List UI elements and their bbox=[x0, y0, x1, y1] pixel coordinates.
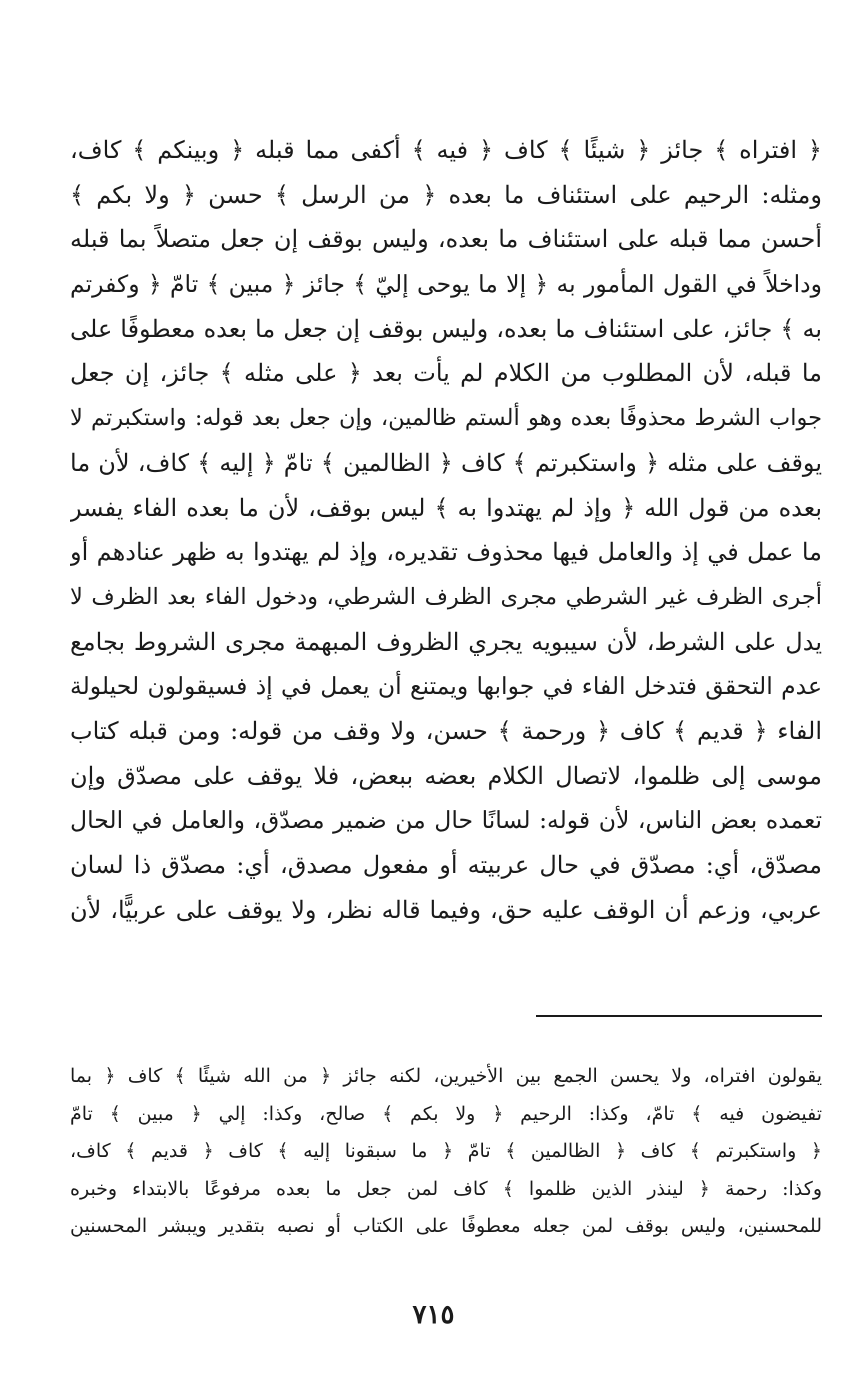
footnote-line: للمحسنين، وليس بوقف لمن جعله معطوفًا على الكتاب أو نصبه بتقدير ويبشر المحسنين bbox=[70, 1215, 822, 1237]
footnote-line: يقولون افتراه، ولا يحسن الجمع بين الأخيرين، لكنه جائز ﴿ من الله شيئًا ﴾ كاف ﴿ بما bbox=[70, 1065, 822, 1087]
main-text-line: وداخلاً في القول المأمور به ﴿ إلا ما يوحى إليّ ﴾ جائز ﴿ مبين ﴾ تامّ ﴿ وكفرتم bbox=[70, 270, 822, 299]
main-text-line: ومثله: الرحيم على استئناف ما بعده ﴿ من الرسل ﴾ حسن ﴿ ولا بكم ﴾ bbox=[70, 180, 822, 209]
main-text-line: أحسن مما قبله على استئناف ما بعده، وليس بوقف إن جعل متصلاً بما قبله bbox=[70, 225, 822, 254]
main-text-line: به ﴾ جائز، على استئناف ما بعده، وليس بوقف إن جعل ما بعده معطوفًا على bbox=[70, 314, 822, 343]
page-number: ٧١٥ bbox=[412, 1300, 455, 1330]
footnote-line: تفيضون فيه ﴾ تامّ، وكذا: الرحيم ﴿ ولا بكم ﴾ صالح، وكذا: إلي ﴿ مبين ﴾ تامّ bbox=[70, 1102, 822, 1125]
footnote-line: وكذا: رحمة ﴿ لينذر الذين ظلموا ﴾ كاف لمن جعل ما بعده مرفوعًا بالابتداء وخبره bbox=[70, 1177, 822, 1200]
main-text-line: ما عمل في إذ والعامل فيها محذوف تقديره، وإذ لم يهتدوا به ظهر عنادهم أو bbox=[70, 538, 822, 567]
main-text-line: ﴿ افتراه ﴾ جائز ﴿ شيئًا ﴾ كاف ﴿ فيه ﴾ أكفى مما قبله ﴿ وبينكم ﴾ كاف، bbox=[70, 136, 822, 164]
footnote-line: ﴿ واستكبرتم ﴾ كاف ﴿ الظالمين ﴾ تامّ ﴿ ما سبقونا إليه ﴾ كاف ﴿ قديم ﴾ كاف، bbox=[70, 1140, 822, 1162]
main-text-line: أجرى الظرف غير الشرطي مجرى الظرف الشرطي، ودخول الفاء بعد الظرف لا bbox=[70, 583, 822, 610]
main-text-line: ما قبله، لأن المطلوب من الكلام لم يأت بعد ﴿ على مثله ﴾ جائز، إن جعل bbox=[70, 359, 822, 388]
main-text-line: بعده من قول الله ﴿ وإذ لم يهتدوا به ﴾ ليس بوقف، لأن ما بعده الفاء يفسر bbox=[70, 493, 822, 522]
main-text-line: تعمده بعض الناس، لأن قوله: لسانًا حال من ضمير مصدّق، والعامل في الحال bbox=[70, 806, 822, 835]
main-text-line: عدم التحقق فتدخل الفاء في جوابها ويمتنع أن يعمل في إذ فسيقولون لحيلولة bbox=[70, 672, 822, 701]
main-text-line: يدل على الشرط، لأن سيبويه يجري الظروف المبهمة مجرى الشروط بجامع bbox=[70, 627, 822, 656]
main-text-line: مصدّق، أي: مصدّق في حال عربيته أو مفعول مصدق، أي: مصدّق ذا لسان bbox=[70, 851, 822, 879]
main-text-block bbox=[70, 128, 822, 932]
main-text-line: يوقف على مثله ﴿ واستكبرتم ﴾ كاف ﴿ الظالمين ﴾ تامّ ﴿ إليه ﴾ كاف، لأن ما bbox=[70, 448, 822, 477]
main-text-line: موسى إلى ظلموا، لاتصال الكلام بعضه ببعض، فلا يوقف على مصدّق وإن bbox=[70, 761, 822, 790]
main-text-line: جواب الشرط محذوفًا بعده وهو ألستم ظالمين، وإن جعل بعد قوله: واستكبرتم لا bbox=[70, 405, 822, 432]
footnote-divider bbox=[536, 1015, 822, 1017]
main-text-line: عربي، وزعم أن الوقف عليه حق، وفيما قاله نظر، ولا يوقف على عربيًّا، لأن bbox=[70, 895, 822, 924]
main-text-line: الفاء ﴿ قديم ﴾ كاف ﴿ ورحمة ﴾ حسن، ولا وقف من قوله: ومن قبله كتاب bbox=[70, 716, 822, 745]
footnotes-block bbox=[70, 1058, 822, 1246]
